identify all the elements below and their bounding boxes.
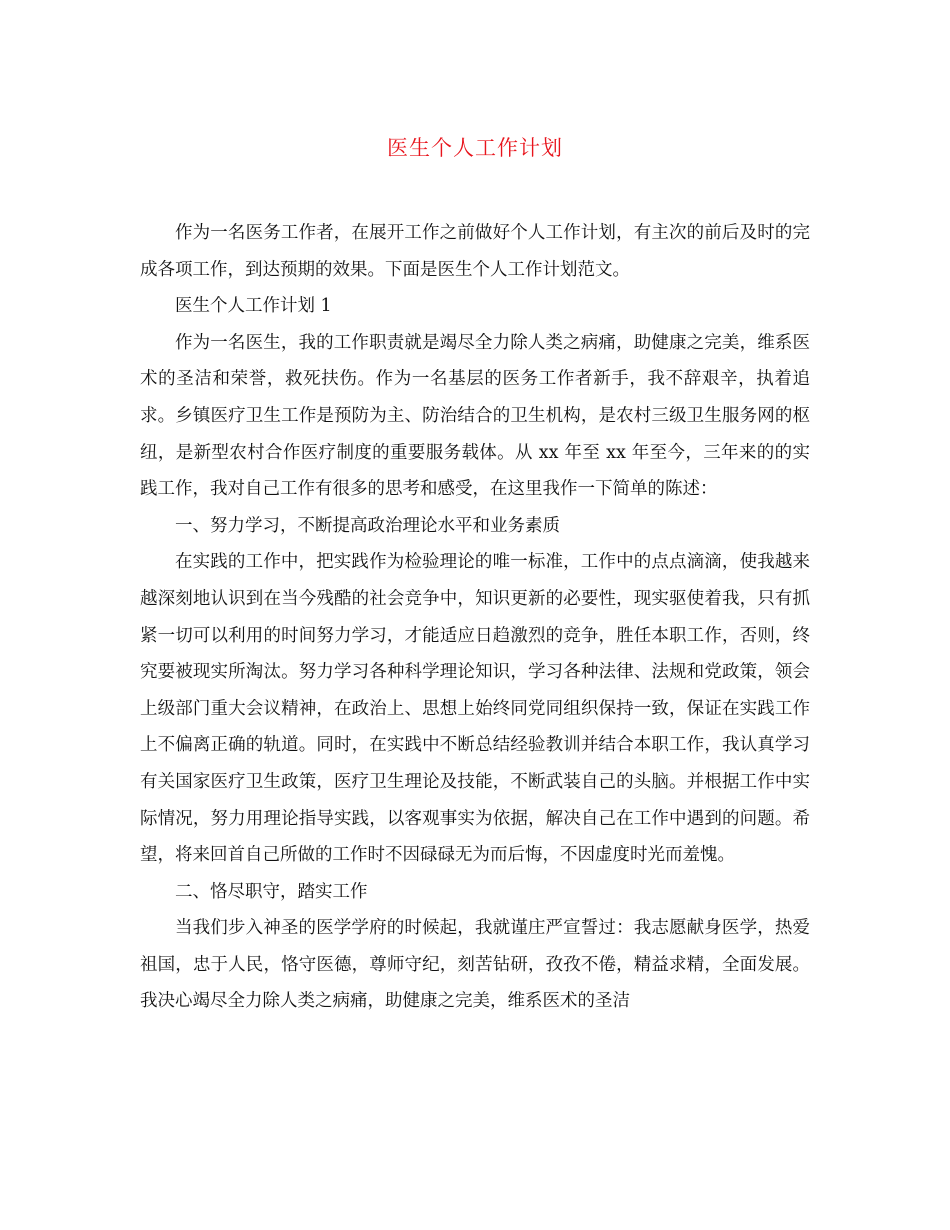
document-body (140, 215, 810, 1020)
intro-paragraph: 作为一名医务工作者，在展开工作之前做好个人工作计划，有主次的前后及时的完成各项工作，到达预期的效果。下面是医生个人工作计划范文。 (140, 223, 810, 280)
body-paragraph: 在实践的工作中，把实践作为检验理论的唯一标准，工作中的点点滴滴，使我越来越深刻地认识到在当今残酷的社会竞争中，知识更新的必要性，现实驱使着我，只有抓紧一切可以利用的时间努力学习，才能适应日趋激烈的竞争，胜任本职工作，否则，终究要被现实所淘汰。努力学习各种科学理论知识，学习各种法律、法规和党政策，领会上级部门重大会议精神，在政治上、思想上始终同党同组织保持一致，保证在实践工作上不偏离正确的轨道。同时，在实践中不断总结经验教训并结合本职工作，我认真学习有关国家医疗卫生政策，医疗卫生理论及技能，不断武装自己的头脑。并根据工作中实际情况，努力用理论指导实践，以客观事实为依据，解决自己在工作中遇到的问题。希望，将来回首自己所做的工作时不因碌碌无为而后悔，不因虚度时光而羞愧。 (140, 552, 810, 866)
section-heading-plan-1: 医生个人工作计划 1 (175, 296, 332, 317)
section-heading-study: 一、努力学习，不断提高政治理论水平和业务素质 (175, 515, 560, 536)
document-title: 医生个人工作计划 (387, 136, 563, 160)
body-paragraph: 作为一名医生，我的工作职责就是竭尽全力除人类之病痛，助健康之完美，维系医术的圣洁和荣誉，救死扶伤。作为一名基层的医务工作者新手，我不辞艰辛，执着追求。乡镇医疗卫生工作是预防为主、防治结合的卫生机构，是农村三级卫生服务网的枢纽，是新型农村合作医疗制度的重要服务载体。从 xx 年至 xx 年至今，三年来的的实践工作，我对自己工作有很多的思考和感受，在这里我作一下简单的陈述： (140, 332, 810, 500)
body-paragraph: 当我们步入神圣的医学学府的时候起，我就谨庄严宣誓过：我志愿献身医学，热爱祖国，忠于人民，恪守医德，尊师守纪，刻苦钻研，孜孜不倦，精益求精，全面发展。我决心竭尽全力除人类之病痛，助健康之完美，维系医术的圣洁 (140, 918, 810, 1012)
section-heading-duty: 二、恪尽职守，踏实工作 (175, 881, 368, 902)
